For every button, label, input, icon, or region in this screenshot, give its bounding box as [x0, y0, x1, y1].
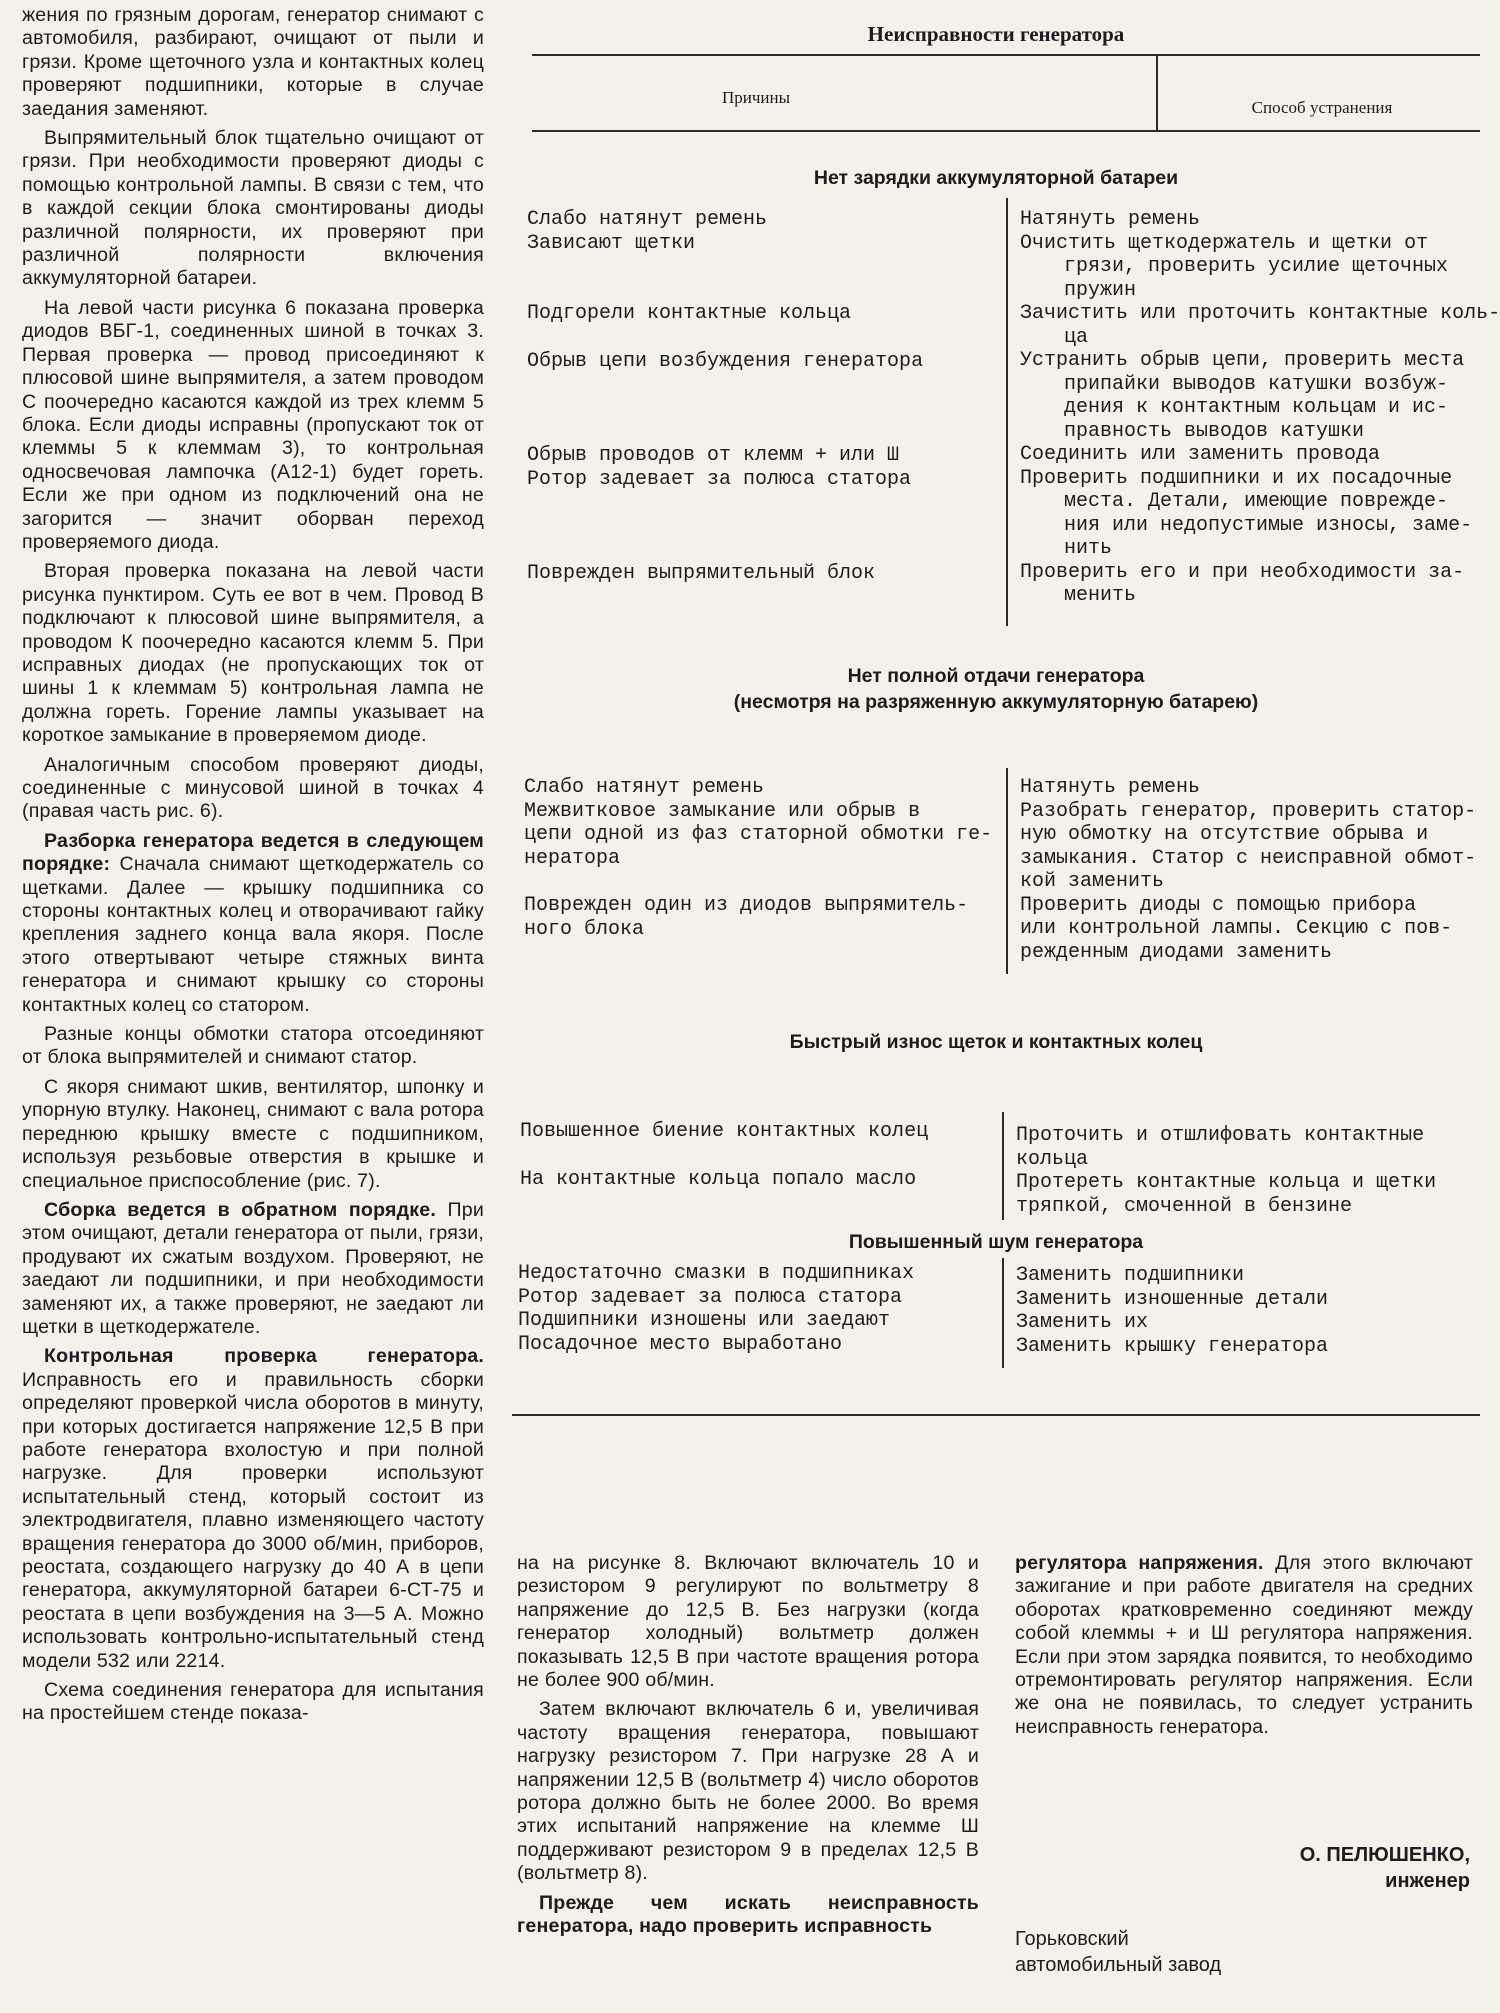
paragraph-text: жения по грязным дорогам, генератор снимают с автомобиля, разбирают, очищают от пыли и грязи. Кроме щеточного узла и контактных колец проверяют подшипники, которые в случае заедания заменяют.: [22, 4, 484, 120]
paragraph: [22, 297, 484, 554]
paragraph-lead: Контрольная проверка генератора.: [44, 1345, 484, 1368]
paragraph-lead: регулятора напряжения.: [1015, 1552, 1264, 1574]
paragraph-text: С якоря снимают шкив, вентилятор, шпонку и упорную втулку. Наконец, снимают с вала ротора переднюю крышку вместе с подшипником, используя резьбовые отверстия в крышке и специальное приспособление (рис. 7).: [22, 1075, 484, 1192]
paragraph: [22, 754, 484, 824]
section-noise-causes: Недостаточно смазки в подшипниках Ротор задевает за полюса статора Подшипники изношены или заедают Посадочное место выработано: [518, 1262, 915, 1356]
paragraph-text: Вторая проверка показана на левой части рисунка пунктиром. Суть ее вот в чем. Провод В подключают к плюсовой шине выпрямителя, а проводом К поочередно касаются клемм 5. При исправных диодах (не пропускающих ток от шины 1 к клеммам 5) контрольная лампа не должна гореть. Горение лампы указывает на короткое замыкание в проверяемом диоде.: [22, 560, 484, 747]
section-no-output-remedies: Натянуть ремень Разобрать генератор, проверить статор- ную обмотку на отсутствие обрыва и замыкания. Статор с неисправной обмот- кой заменить Проверить диоды с помощью прибора или контрольной лампы. Секцию с пов- режденным диодами заменить: [1020, 776, 1477, 964]
header-causes: Причины: [722, 88, 791, 107]
paragraph: [22, 1023, 484, 1070]
section-no-charging-divider: [1006, 198, 1008, 626]
paragraph: [22, 1679, 484, 1726]
paragraph-text: Схема соединения генератора для испытания на простейшем стенде показа-: [22, 1679, 484, 1725]
paragraph-text: Сначала снимают щеткодержатель со щетками. Далее — крышку подшипника со стороны контактных колец и отворачивают гайку крепления заднего конца вала якоря. После этого отвертывают четыре стяжных винта генератора и снимают крышку со стороны контактных колец со статором.: [22, 853, 484, 1016]
header-remedy: Способ устранения: [1251, 98, 1393, 117]
section-no-output-subtitle: (несмотря на разряженную аккумуляторную батарею): [733, 691, 1259, 713]
author-title: инженер: [1385, 1870, 1470, 1892]
paragraph: [22, 1345, 484, 1673]
paragraph-text: Для этого включают зажигание и при работе двигателя на средних оборотах кратковременно соединяют между собой клеммы + и Ш регулятора напряжения. Если при этом зарядка появится, то необходимо отремонтировать регулятор напряжения. Если же она не появилась, то следует устранить неисправность генератора.: [1015, 1552, 1473, 1738]
paragraph: [517, 1892, 979, 1939]
paragraph-lead: Прежде чем искать неисправность генератора, надо проверить исправность: [517, 1891, 979, 1938]
paragraph-text: Выпрямительный блок тщательно очищают от грязи. При необходимости проверяют диоды с помощью контрольной лампы. В связи с тем, что в каждой секции блока смонтированы диоды различной полярности, их проверяют при различной полярности включения аккумуляторной батареи.: [22, 127, 484, 290]
table-title: Неисправности генератора: [867, 22, 1125, 46]
section-wear-divider: [1002, 1112, 1004, 1220]
paragraph: [517, 1698, 979, 1885]
paragraph: [1015, 1552, 1473, 1739]
paragraph-text: Аналогичным способом проверяют диоды, соединенные с минусовой шиной в точках 4 (правая часть рис. 6).: [22, 753, 484, 823]
author-name: О. ПЕЛЮШЕНКО,: [1299, 1844, 1470, 1866]
author-organization: Горьковский автомобильный завод: [1015, 1928, 1222, 1976]
section-noise-title: Повышенный шум генератора: [848, 1231, 1144, 1253]
paragraph-text: Разные концы обмотки статора отсоединяют от блока выпрямителей и снимают статор.: [22, 1023, 484, 1069]
table-top-rule: [532, 54, 1480, 56]
section-noise-remedies: Заменить подшипники Заменить изношенные детали Заменить их Заменить крышку генератора: [1016, 1264, 1329, 1358]
section-no-charging-title: Нет зарядки аккумуляторной батареи: [813, 167, 1179, 189]
section-wear-title: Быстрый износ щеток и контактных колец: [789, 1031, 1203, 1053]
middle-text-column: [517, 1552, 979, 1945]
section-wear-remedies: Проточить и отшлифовать контактные кольца Протереть контактные кольца и щетки тряпкой, смоченной в бензине: [1016, 1124, 1437, 1218]
paragraph: [22, 830, 484, 1017]
section-no-charging-causes: Слабо натянут ремень Зависают щетки Подгорели контактные кольца Обрыв цепи возбуждения генератора Обрыв проводов от клемм + или Ш Ротор задевает за полюса статора Поврежден выпрямительный блок: [527, 208, 924, 585]
paragraph-text: На левой части рисунка 6 показана проверка диодов ВБГ-1, соединенных шиной в точках 3. Первая проверка — провод присоединяют к плюсовой шине выпрямителя, а затем проводом С поочередно касаются каждой из трех клемм 5 блока. Если диоды исправны (пропускают ток от клеммы 5 к клеммам 3), то контрольная односвечовая лампочка (А12-1) будет гореть. Если же при одном из подключений она не загорится — значит оборван переход проверяемого диода.: [22, 296, 484, 553]
right-text-column: [1015, 1552, 1473, 1745]
paragraph-text: Затем включают включатель 6 и, увеличивая частоту вращения генератора, повышают нагрузку резистором 7. При нагрузке 28 А и напряжении 12,5 В (вольтметр 4) число оборотов ротора должно быть не более 2000. Во время этих испытаний напряжение на клемме Ш поддерживают резистором 9 в пределах 12,5 В (вольтметр 8).: [517, 1698, 979, 1885]
paragraph-lead: Сборка ведется в обратном порядке.: [44, 1198, 437, 1221]
paragraph: [22, 127, 484, 291]
paragraph-text: При этом очищают, детали генератора от пыли, грязи, продувают их сжатым воздухом. Проверяют, не заедают ли подшипники, и при необходимости заменяют их, а также проверяют, не заедают ли щетки в щеткодержателе.: [22, 1198, 484, 1338]
paragraph-lead: Разборка генератора ведется в следующем порядке:: [22, 829, 484, 876]
header-divider: [1156, 56, 1158, 130]
faults-table: [512, 0, 1500, 1420]
paragraph: [517, 1552, 979, 1692]
paragraph-text: Исправность его и правильность сборки определяют проверкой числа оборотов в минуту, при которых достигается напряжение 12,5 В при работе генератора вхолостую и при полной нагрузке. Для проверки используют испытательный стенд, который состоит из электродвигателя, плавно изменяющего частоту вращения генератора до 3000 об/мин, приборов, реостата, создающего нагрузку до 40 А в цепи генератора, аккумуляторной батареи 6-СТ-75 и реостата в цепи возбуждения на 3—5 А. Можно использовать контрольно-испытательный стенд модели 532 или 2214.: [22, 1368, 484, 1672]
section-no-output-divider: [1006, 768, 1008, 974]
paragraph: [22, 1199, 484, 1339]
section-no-output-causes: Слабо натянут ремень Межвитковое замыкание или обрыв в цепи одной из фаз статорной обмотки ге- нератора Поврежден один из диодов выпрямитель- ного блока: [524, 776, 993, 941]
left-text-column: [22, 4, 484, 1732]
header-bottom-rule: [532, 130, 1480, 132]
paragraph: [22, 1076, 484, 1193]
section-no-output-title: Нет полной отдачи генератора: [847, 665, 1145, 687]
section-wear-causes: Повышенное биение контактных колец На контактные кольца попало масло: [520, 1120, 929, 1191]
table-bottom-rule: [512, 1414, 1480, 1416]
paragraph: [22, 4, 484, 121]
section-no-charging-remedies: Натянуть ремень Очистить щеткодержатель и щетки от грязи, проверить усилие щеточных пружин Зачистить или проточить контактные коль- ца Устранить обрыв цепи, проверить места припайки выводов катушки возбуж- дения к контактным кольцам и ис- правность выводов катушки Соединить или заменить провода Проверить подшипники и их посадочные места. Детали, имеющие поврежде- ния или недопустимые износы, заме- нить Проверить его и при необходимости за- менить: [1020, 208, 1500, 607]
paragraph-text: на на рисунке 8. Включают включатель 10 и резистором 9 регулируют по вольтметру 8 напряжение до 12,5 В. Без нагрузки (когда генератор холодный) вольтметр должен показывать 12,5 В при частоте вращения ротора не более 900 об/мин.: [517, 1552, 979, 1692]
paragraph: [22, 560, 484, 747]
section-noise-divider: [1002, 1258, 1004, 1368]
